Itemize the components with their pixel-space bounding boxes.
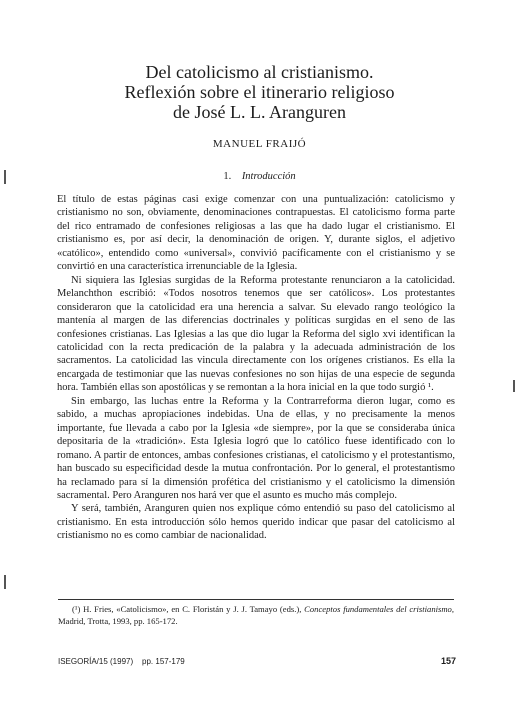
- title-line-1: Del catolicismo al cristianismo.: [145, 62, 374, 82]
- section-number: 1.: [223, 171, 232, 182]
- title-line-3: de José L. L. Aranguren: [173, 102, 346, 122]
- footnote: [58, 604, 454, 627]
- footnote-prefix: (¹) H. Fries, «Catolicismo», en C. Floristán y J. J. Tamayo (eds.),: [72, 604, 305, 614]
- paragraph-1: El título de estas páginas casi exige comenzar con una puntualización: catolicismo y cristianismo no son, obviamente, denominaciones contrapuestas. El catolicismo forma parte del rico entramado de confesiones religiosas a las que ha dado lugar el cristianismo. El cristianismo es, por así decir, la denominación de origen. Y, durante siglos, el adjetivo «católico», entendido como «universal», convivió pacíficamente con el cristianismo y se convirtió en una característica irrenunciable de la Iglesia.: [57, 194, 455, 273]
- section-heading: [40, 171, 479, 182]
- footnote-divider: [58, 599, 454, 600]
- scan-edge-mark-bottom: [4, 575, 6, 589]
- body-text: [57, 193, 455, 543]
- title-line-2: Reflexión sobre el itinerario religioso: [124, 82, 395, 102]
- paragraph-2: Ni siquiera las Iglesias surgidas de la Reforma protestante renunciaron a la catolicidad. Melanchthon escribió: «Todos nosotros tenemos que ser católicos». Los protestantes consideraron que la catolicidad era una herencia a salvar. Su elevado rango teológico la mantenía al margen de las diferencias doctrinales y políticas surgidas en el seno de las confesiones cristianas. Las Iglesias a las que dio lugar la Reforma del siglo xvi identifican la catolicidad con la recta predicación de la palabra y la adecuada administración de los sacramentos. La catolicidad las vincula directamente con los orígenes cristianos. Es ella la encargada de testimoniar que las nuevas confesiones no son hijas de una especie de segunda hora. También ellas son apostólicas y se remontan a la hora inicial en la que todo surgió ¹.: [57, 274, 455, 394]
- paragraph-3: Sin embargo, las luchas entre la Reforma y la Contrarreforma dieron lugar, como es sabido, a muchas apropiaciones indebidas. Una de ellas, y no precisamente la menos importante, fue llevada a cabo por la Iglesia «de siempre», por la que se consideraba única depositaria de la «tradición». Esta Iglesia logró que lo católico fuese identificado con lo romano. A partir de entonces, ambas confesiones cristianas, el catolicismo y el protestantismo, han buscado su especificidad desde la mutua confrontación. Por lo general, el protestantismo ha reclamado para sí la dimensión profética del cristianismo y el catolicismo la dimensión sacramental. Pero Aranguren nos hará ver que el asunto es mucho más complejo.: [57, 395, 455, 501]
- journal-citation: ISEGORÍA/15 (1997) pp. 157-179: [58, 657, 185, 666]
- article-title: [40, 62, 479, 122]
- section-title: Introducción: [241, 171, 296, 182]
- author-name: MANUEL FRAIJÓ: [212, 138, 307, 150]
- scan-edge-mark-top: [4, 170, 6, 184]
- page-number: 157: [440, 656, 456, 666]
- scan-edge-mark-right: [513, 380, 515, 392]
- footnote-italic-title: Conceptos fundamentales del cristianismo: [304, 604, 452, 614]
- paragraph-4: Y será, también, Aranguren quien nos explique cómo entendió su paso del catolicismo al cristianismo. En esta introducción sólo hemos querido indicar que pasar del catolicismo al cristianismo no es como cambiar de nacionalidad.: [57, 503, 455, 542]
- footnote-suffix: , Madrid, Trotta, 1993, pp. 165-172.: [58, 604, 455, 626]
